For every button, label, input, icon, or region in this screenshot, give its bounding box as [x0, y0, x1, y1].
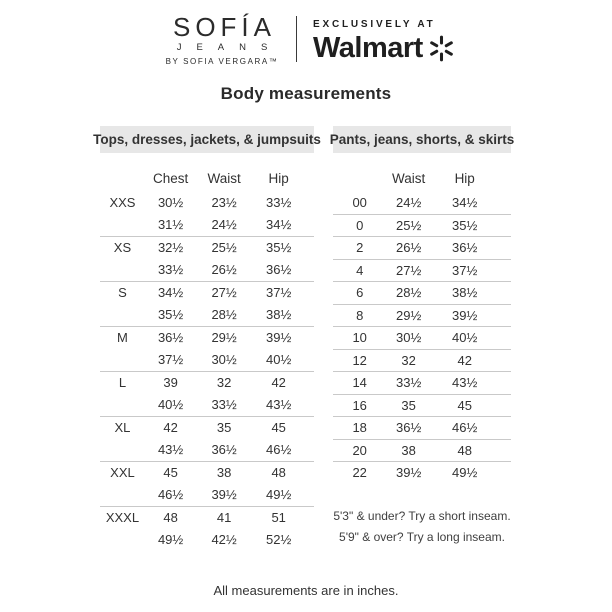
walmart-spark-icon [428, 35, 455, 62]
table-cell: 49½ [452, 465, 478, 481]
table-row [100, 461, 314, 484]
table-cell: 4 [356, 262, 364, 278]
table-cell: 49½ [157, 532, 184, 548]
table-row [100, 259, 314, 282]
table-cell: 35½ [157, 307, 184, 323]
table-cell: 37½ [452, 262, 478, 278]
tops-section-header: Tops, dresses, jackets, & jumpsuits [100, 126, 314, 153]
table-cell: 40½ [157, 397, 184, 413]
table-cell: 12 [352, 352, 367, 368]
table-cell: 39½ [395, 465, 422, 481]
table-cell: 48 [163, 510, 178, 526]
short-inseam-note: 5'3" & under? Try a short inseam. [333, 508, 511, 523]
table-cell: 48 [457, 442, 472, 458]
bottoms-size-table [329, 126, 515, 548]
table-cell: 43½ [157, 442, 184, 458]
table-cell: 32 [216, 375, 232, 391]
table-row [333, 236, 511, 259]
walmart-wordmark-row [313, 33, 455, 63]
table-cell: 0 [356, 217, 364, 233]
bottoms-column-headers [333, 166, 511, 191]
table-cell: 30½ [395, 330, 422, 346]
table-row [100, 371, 314, 394]
logo-divider [296, 16, 297, 62]
table-cell: 20 [352, 442, 367, 458]
table-row [333, 439, 511, 462]
table-cell: 43½ [266, 397, 292, 413]
table-cell: 51 [271, 510, 286, 526]
table-cell: 36½ [266, 262, 292, 278]
table-cell: 42½ [211, 532, 237, 548]
table-cell: M [117, 330, 128, 346]
table-row [100, 304, 314, 327]
bottoms-table-body [333, 191, 511, 484]
table-row [333, 281, 511, 304]
table-row [333, 326, 511, 349]
brand-byline: BY SOFIA VERGARA™ [165, 57, 279, 66]
table-cell: 30½ [211, 352, 237, 368]
table-cell: S [118, 285, 127, 301]
table-row [100, 281, 314, 304]
table-row [100, 214, 314, 237]
table-cell: 45 [163, 465, 178, 481]
table-cell: 36½ [211, 442, 237, 458]
table-cell: 8 [356, 307, 364, 323]
table-cell: 39½ [452, 307, 478, 323]
table-cell: 35 [216, 420, 232, 436]
column-header-waist: Waist [207, 171, 241, 186]
table-cell: 34½ [266, 217, 292, 233]
table-cell: 6 [356, 285, 364, 301]
table-cell: 30½ [157, 194, 184, 210]
table-row [100, 506, 314, 529]
table-row [100, 236, 314, 259]
table-row [333, 349, 511, 372]
table-cell: 39 [163, 375, 178, 391]
table-cell: 29½ [395, 307, 422, 323]
column-header-hip: Hip [454, 171, 475, 186]
table-row [100, 349, 314, 372]
brand-name: SOFÍA [172, 12, 276, 42]
table-cell: 00 [352, 194, 367, 210]
table-row [333, 371, 511, 394]
table-cell: 52½ [266, 532, 292, 548]
table-cell: 16 [352, 397, 367, 413]
footer-note: All measurements are in inches. [213, 583, 399, 598]
table-cell: XXL [110, 465, 135, 481]
table-cell: 36½ [452, 240, 478, 256]
table-cell: 33½ [211, 397, 237, 413]
table-cell: 26½ [211, 262, 237, 278]
table-row [333, 191, 511, 214]
table-cell: 14 [352, 375, 367, 391]
table-cell: 34½ [452, 194, 478, 210]
table-cell: 34½ [157, 285, 184, 301]
table-cell: XS [113, 240, 132, 256]
table-cell: XXS [109, 194, 136, 210]
table-cell: 18 [352, 420, 367, 436]
inseam-notes [333, 506, 511, 548]
table-cell: 29½ [211, 330, 237, 346]
table-cell: 33½ [266, 194, 292, 210]
table-cell: 28½ [395, 285, 422, 301]
table-cell: 46½ [452, 420, 478, 436]
table-cell: 39½ [266, 330, 292, 346]
table-cell: 32½ [157, 240, 184, 256]
table-cell: 42 [163, 420, 178, 436]
table-cell: 43½ [452, 375, 478, 391]
table-cell: 33½ [395, 375, 422, 391]
table-cell: 46½ [157, 487, 184, 503]
table-row [333, 259, 511, 282]
table-cell: 41 [216, 510, 232, 526]
table-cell: 22 [352, 465, 367, 481]
table-row [100, 326, 314, 349]
table-row [100, 394, 314, 417]
table-cell: XXXL [105, 510, 140, 526]
table-row [100, 416, 314, 439]
table-row [100, 484, 314, 507]
table-cell: 49½ [266, 487, 292, 503]
table-cell: 42 [457, 352, 472, 368]
table-cell: 37½ [157, 352, 184, 368]
table-cell: 45 [457, 397, 472, 413]
table-cell: L [118, 375, 127, 391]
column-header-waist: Waist [392, 171, 426, 186]
long-inseam-note: 5'9" & over? Try a long inseam. [339, 529, 505, 544]
table-row [333, 461, 511, 484]
walmart-tagline: EXCLUSIVELY AT [313, 19, 436, 30]
table-cell: 26½ [395, 240, 422, 256]
table-cell: 2 [356, 240, 364, 256]
table-cell: 28½ [211, 307, 237, 323]
table-cell: 24½ [395, 194, 422, 210]
table-row [100, 191, 314, 214]
table-cell: XL [114, 420, 131, 436]
table-cell: 37½ [266, 285, 292, 301]
table-cell: 38½ [452, 285, 478, 301]
table-row [100, 529, 314, 552]
table-cell: 32 [401, 352, 416, 368]
table-row [333, 214, 511, 237]
table-cell: 24½ [211, 217, 237, 233]
table-row [333, 304, 511, 327]
table-cell: 38 [216, 465, 232, 481]
sofia-jeans-logo [158, 13, 286, 66]
tops-table-body [100, 191, 314, 551]
table-cell: 38½ [266, 307, 292, 323]
table-cell: 27½ [395, 262, 422, 278]
walmart-wordmark: Walmart [313, 32, 423, 64]
table-cell: 48 [271, 465, 286, 481]
table-cell: 36½ [157, 330, 184, 346]
column-header-chest: Chest [152, 171, 189, 186]
table-cell: 35½ [266, 240, 292, 256]
brand-sub-jeans: JEANS [176, 42, 283, 53]
table-row [333, 416, 511, 439]
table-cell: 39½ [211, 487, 237, 503]
tops-size-table [93, 126, 321, 551]
table-cell: 42 [271, 375, 286, 391]
table-cell: 27½ [211, 285, 237, 301]
table-cell: 25½ [395, 217, 422, 233]
table-cell: 36½ [395, 420, 422, 436]
table-cell: 35½ [452, 217, 478, 233]
table-cell: 35 [401, 397, 416, 413]
table-cell: 31½ [157, 217, 184, 233]
table-cell: 45 [271, 420, 286, 436]
table-cell: 33½ [157, 262, 184, 278]
walmart-logo [313, 19, 455, 63]
page-title: Body measurements [220, 84, 392, 103]
table-cell: 46½ [266, 442, 292, 458]
table-cell: 10 [352, 330, 367, 346]
bottoms-section-header: Pants, jeans, shorts, & skirts [333, 126, 511, 153]
table-cell: 40½ [452, 330, 478, 346]
table-cell: 40½ [266, 352, 292, 368]
table-row [100, 439, 314, 462]
column-header-hip: Hip [268, 171, 289, 186]
table-cell: 25½ [211, 240, 237, 256]
table-row [333, 394, 511, 417]
table-cell: 23½ [211, 194, 237, 210]
table-cell: 38 [401, 442, 416, 458]
tops-column-headers [100, 166, 314, 191]
